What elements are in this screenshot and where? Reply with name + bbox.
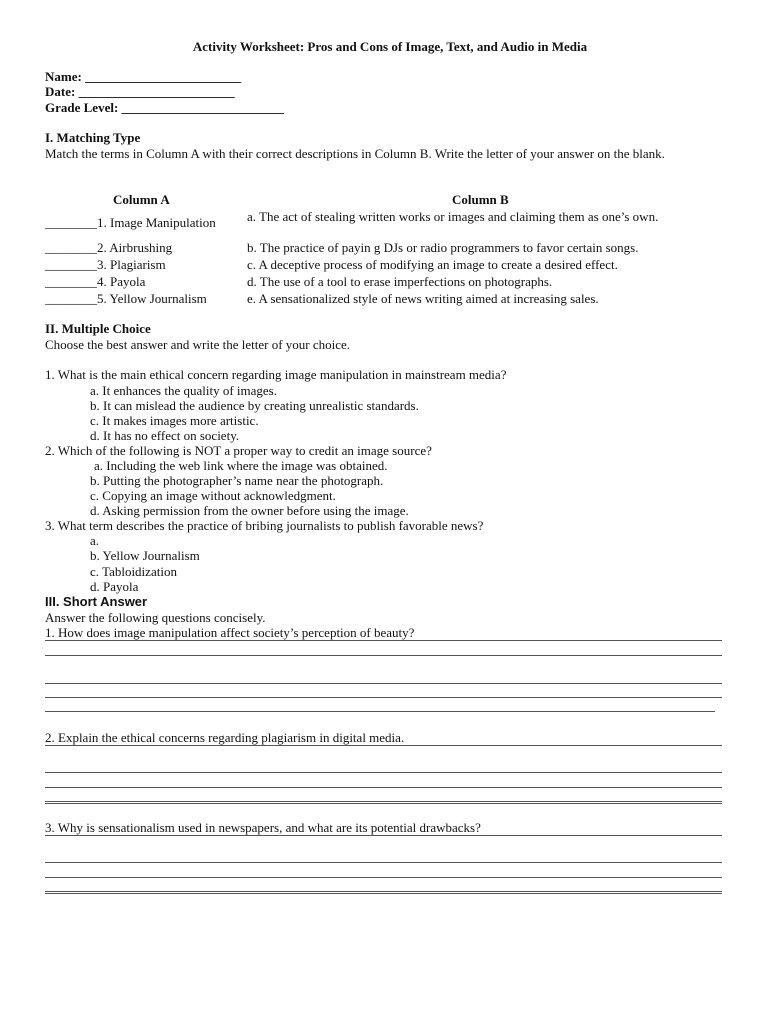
mc-q3-option-b[interactable]: b. Yellow Journalism (90, 548, 200, 563)
answer-line[interactable] (45, 655, 722, 656)
mc-q2-option-b[interactable]: b. Putting the photographer’s name near the photograph. (90, 473, 384, 488)
matching-item-3[interactable]: ________3. Plagiarism (45, 257, 166, 272)
section-2-instructions: Choose the best answer and write the letter of your choice. (45, 337, 351, 352)
answer-line[interactable] (45, 891, 722, 894)
matching-item-4[interactable]: ________4. Payola (45, 274, 146, 289)
mc-q1-option-c[interactable]: c. It makes images more artistic. (90, 413, 259, 428)
description-e: e. A sensationalized style of news writing aimed at increasing sales. (247, 291, 599, 306)
answer-line[interactable] (45, 772, 722, 773)
sa-question-2: 2. Explain the ethical concerns regarding plagiarism in digital media. (45, 730, 405, 745)
matching-item-5[interactable]: ________5. Yellow Journalism (45, 291, 207, 306)
mc-q2-option-c[interactable]: c. Copying an image without acknowledgment. (90, 488, 336, 503)
section-2-heading: II. Multiple Choice (45, 321, 151, 336)
matching-item-2[interactable]: ________2. Airbrushing (45, 240, 173, 255)
answer-line[interactable] (45, 877, 722, 878)
mc-q3-option-d[interactable]: d. Payola (90, 579, 139, 594)
section-1-heading: I. Matching Type (45, 130, 141, 145)
answer-line[interactable] (45, 745, 722, 746)
mc-q3-option-a[interactable]: a. (90, 533, 100, 548)
sa-question-1: 1. How does image manipulation affect society’s perception of beauty? (45, 625, 415, 640)
answer-line[interactable] (45, 835, 722, 836)
section-3-instructions: Answer the following questions concisely. (45, 610, 266, 625)
description-d: d. The use of a tool to erase imperfections on photographs. (247, 274, 553, 289)
mc-question-2: 2. Which of the following is NOT a proper way to credit an image source? (45, 443, 432, 458)
answer-line[interactable] (45, 787, 722, 788)
name-field[interactable]: Name: ________________________ (45, 69, 242, 84)
description-b: b. The practice of payin g DJs or radio programmers to favor certain songs. (247, 240, 639, 255)
section-3-heading: III. Short Answer (45, 594, 148, 609)
answer-line[interactable] (45, 640, 722, 641)
answer-line[interactable] (45, 711, 715, 712)
description-a: a. The act of stealing written works or images and claiming them as one’s own. (247, 209, 659, 224)
mc-q1-option-b[interactable]: b. It can mislead the audience by creating unrealistic standards. (90, 398, 419, 413)
matching-item-1[interactable]: ________1. Image Manipulation (45, 215, 216, 230)
column-a-header: Column A (113, 192, 170, 207)
answer-line[interactable] (45, 801, 722, 804)
mc-q2-option-a[interactable]: a. Including the web link where the image was obtained. (94, 458, 388, 473)
mc-q1-option-a[interactable]: a. It enhances the quality of images. (90, 383, 277, 398)
answer-line[interactable] (45, 862, 722, 863)
mc-q3-option-c[interactable]: c. Tabloidization (90, 564, 177, 579)
section-1-instructions: Match the terms in Column A with their correct descriptions in Column B. Write the letter of your answer on the blank. (45, 146, 665, 161)
mc-question-3: 3. What term describes the practice of bribing journalists to publish favorable news? (45, 518, 484, 533)
answer-line[interactable] (45, 697, 722, 698)
sa-question-3: 3. Why is sensationalism used in newspapers, and what are its potential drawbacks? (45, 820, 481, 835)
mc-question-1: 1. What is the main ethical concern regarding image manipulation in mainstream media? (45, 367, 507, 382)
mc-q1-option-d[interactable]: d. It has no effect on society. (90, 428, 240, 443)
description-c: c. A deceptive process of modifying an image to create a desired effect. (247, 257, 618, 272)
grade-level-field[interactable]: Grade Level: _________________________ (45, 100, 285, 115)
worksheet-title: Activity Worksheet: Pros and Cons of Image, Text, and Audio in Media (192, 39, 588, 54)
date-field[interactable]: Date: ________________________ (45, 84, 235, 99)
mc-q2-option-d[interactable]: d. Asking permission from the owner before using the image. (90, 503, 409, 518)
answer-line[interactable] (45, 683, 722, 684)
column-b-header: Column B (452, 192, 509, 207)
